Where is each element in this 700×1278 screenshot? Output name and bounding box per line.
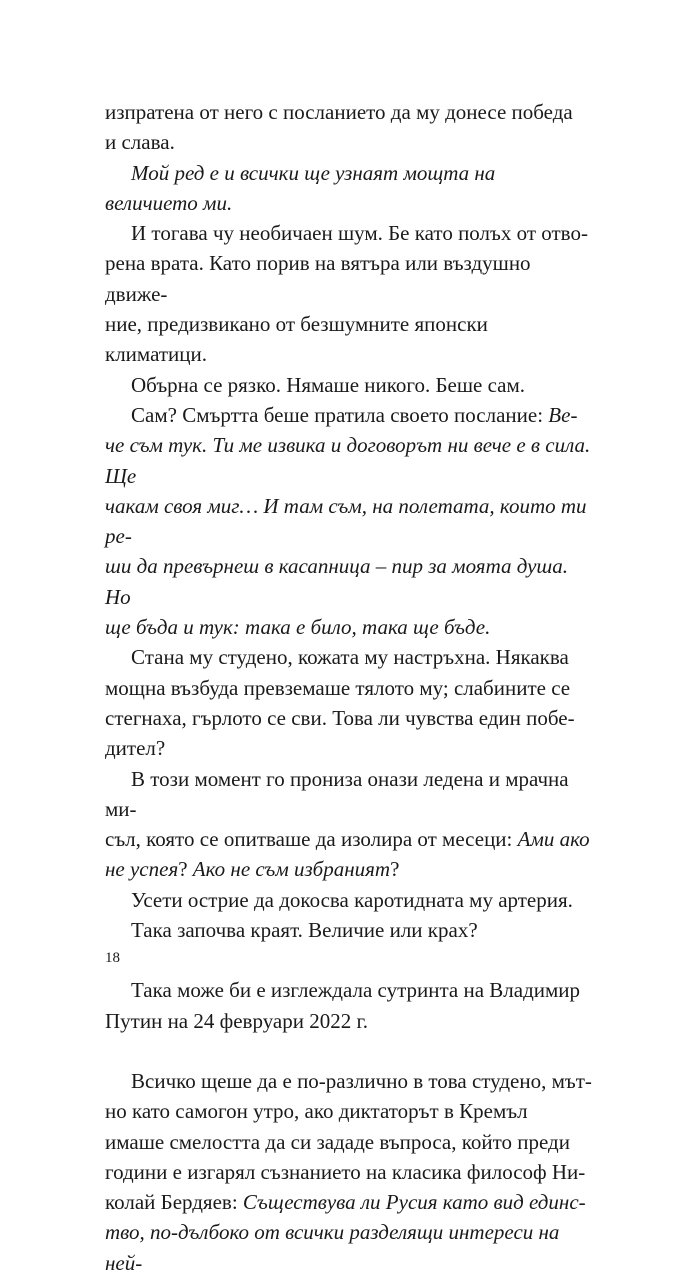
text-line	[105, 1217, 593, 1278]
text-line	[105, 915, 593, 945]
text-span: ?	[178, 857, 193, 882]
text-line	[105, 551, 593, 612]
text-span: Стана му студено, кожата му настръхна. Някаква	[131, 645, 569, 670]
italic-span: Ве-	[548, 402, 578, 427]
text-span: Сам? Смъртта беше пратила своето послание:	[131, 402, 549, 427]
italic-span: чакам своя миг… И там съм, на полетата, които ти ре-	[105, 493, 587, 549]
text-line	[105, 642, 593, 672]
text-span: Путин на 24 февруари 2022 г.	[105, 1008, 368, 1033]
text-line	[105, 400, 593, 430]
text-line	[105, 854, 593, 884]
text-line	[105, 1066, 593, 1096]
italic-span: Мой ред е и всички ще узнаят мощта на величието ми.	[105, 160, 496, 215]
text-line	[105, 703, 593, 733]
text-line	[105, 975, 593, 1005]
text-line	[105, 1157, 593, 1187]
paragraph-gap	[105, 945, 593, 975]
italic-span: ши да превърнеш в касапница – пир за моята душа. Но	[105, 554, 569, 609]
text-span: имаше смелостта да си зададе въпроса, който преди	[105, 1129, 570, 1154]
text-line	[105, 1127, 593, 1157]
text-span: мощна възбуда превземаше тялото му; слабините се	[105, 675, 571, 700]
italic-span: Съществува ли Русия като вид единс-	[242, 1190, 586, 1215]
text-line	[105, 370, 593, 400]
italic-span: Ами ако	[517, 827, 590, 852]
text-line	[105, 127, 593, 157]
text-span: В този момент го прониза онази ледена и мрачна ми-	[105, 766, 569, 821]
text-span: ?	[390, 857, 400, 882]
page-number: 18	[105, 950, 120, 966]
paragraph-gap	[105, 1036, 593, 1066]
text-span: колай Бердяев:	[105, 1190, 243, 1215]
text-span: изпратена от него с посланието да му донесе победа	[105, 100, 573, 124]
text-span: Така може би е изглеждала сутринта на Владимир	[131, 978, 581, 1003]
text-line	[105, 218, 593, 248]
text-line	[105, 158, 593, 219]
text-line	[105, 1006, 593, 1036]
text-span: рена врата. Като порив на вятъра или въздушно движе-	[105, 251, 531, 306]
text-span: Всичко щеше да е по-различно в това студено, мът-	[131, 1068, 592, 1093]
text-line	[105, 764, 593, 825]
text-line	[105, 885, 593, 915]
text-line	[105, 1187, 593, 1217]
italic-span: ще бъда и тук: така е било, така ще бъде.	[105, 615, 491, 640]
text-span: дител?	[105, 736, 166, 761]
text-span: години е изгарял съзнанието на класика философ Ни-	[105, 1159, 586, 1184]
text-line	[105, 309, 593, 370]
body-text	[105, 97, 593, 1278]
text-line	[105, 1096, 593, 1126]
text-span: но като самогон утро, ако диктаторът в Кремъл	[105, 1099, 528, 1124]
text-line	[105, 248, 593, 309]
text-line	[105, 430, 593, 491]
text-span: Така започва краят. Величие или крах?	[131, 918, 478, 943]
text-line	[105, 733, 593, 763]
text-line	[105, 824, 593, 854]
text-span: съл, която се опитваше да изолира от месеци:	[105, 827, 518, 852]
text-line	[105, 491, 593, 552]
text-line	[105, 612, 593, 642]
italic-span: не успея	[105, 857, 179, 882]
text-span: и слава.	[105, 130, 175, 155]
text-line	[105, 97, 593, 127]
italic-span: че съм тук. Ти ме извика и договорът ни вече е в сила. Ще	[105, 433, 591, 488]
text-span: стегнаха, гърлото се сви. Това ли чувства един побе-	[105, 705, 575, 730]
italic-span: тво, по-дълбоко от всички разделящи интереси на ней-	[105, 1220, 560, 1275]
text-span: Обърна се рязко. Нямаше никого. Беше сам.	[131, 372, 526, 397]
text-span: Усети острие да докосва каротидната му артерия.	[131, 887, 573, 912]
text-line	[105, 673, 593, 703]
italic-span: Ако не съм избраният	[192, 857, 391, 882]
text-span: ние, предизвикано от безшумните японски климатици.	[105, 312, 488, 367]
text-span: И тогава чу необичаен шум. Бе като полъх от отво-	[131, 221, 588, 246]
